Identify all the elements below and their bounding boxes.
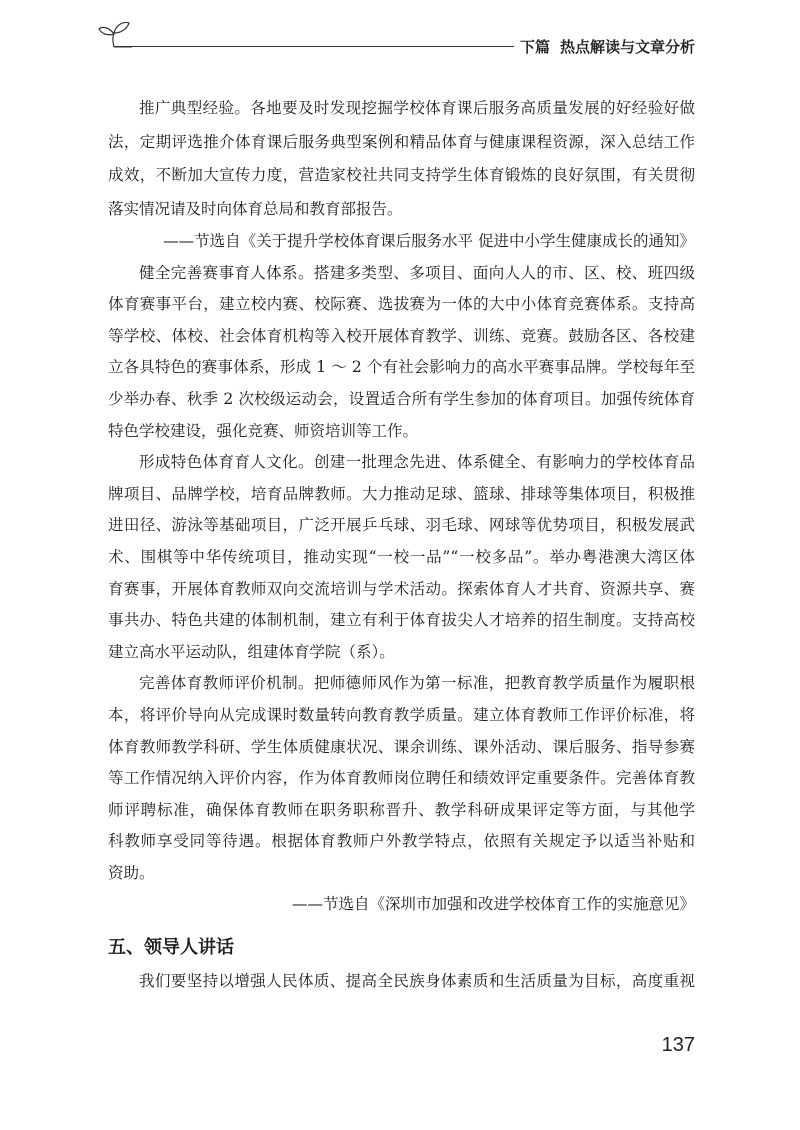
text-line: 资助。	[108, 863, 155, 882]
text-line: 等工作情况纳入评价内容，作为体育教师岗位聘任和绩效评定重要条件。完善体育教	[108, 769, 695, 788]
citation: ——节选自《关于提升学校体育课后服务水平 促进中小学生健康成长的通知》	[163, 232, 695, 250]
running-header	[520, 36, 695, 58]
text-line: 师评聘标准，确保体育教师在职务职称晋升、教学科研成果评定等方面，与其他学	[108, 800, 695, 819]
text-line: 落实情况请及时向体育总局和教育部报告。	[108, 199, 403, 218]
paragraph	[108, 668, 695, 889]
paragraph	[108, 447, 695, 668]
text-line: 育赛事，开展体育教师双向交流培训与学术活动。探索体育人才共育、资源共享、赛	[108, 579, 695, 598]
body-text	[108, 226, 695, 921]
text-line: 科教师享受同等待遇。根据体育教师户外教学特点，依照有关规定予以适当补贴和	[108, 832, 695, 851]
header-part: 下篇	[519, 38, 550, 56]
text-line: 形成特色体育育人文化。创建一批理念先进、体系健全、有影响力的学校体育品	[139, 453, 695, 472]
text-line: 少举办春、秋季 2 次校级运动会，设置适合所有学生参加的体育项目。加强传统体育	[108, 389, 695, 408]
text-line: 牌项目、品牌学校，培育品牌教师。大力推动足球、篮球、排球等集体项目，积极推	[108, 484, 695, 503]
text-line: 特色学校建设，强化竞赛、师资培训等工作。	[108, 421, 419, 440]
text-line: 健全完善赛事育人体系。搭建多类型、多项目、面向人人的市、区、校、班四级	[139, 263, 695, 282]
text-line: 本，将评价导向从完成课时数量转向教育教学质量。建立体育教师工作评价标准，将	[108, 705, 695, 724]
header-rule	[114, 46, 514, 47]
paragraph	[108, 258, 695, 448]
text-line: 术、围棋等中华传统项目，推动实现“一校一品”“一校多品”。举办粤港澳大湾区体	[108, 547, 695, 566]
text-line: 进田径、游泳等基础项目，广泛开展乒乓球、羽毛球、网球等优势项目，积极发展武	[108, 516, 695, 535]
page-number: 137	[661, 1034, 695, 1056]
text-line: 建立高水平运动队，组建体育学院（系）。	[108, 642, 395, 661]
text-line: 成效，不断加大宣传力度，营造家校社共同支持学生体育锻炼的良好氛围，有关贯彻	[108, 166, 695, 184]
text-line: 推广典型经验。各地要及时发现挖掘学校体育课后服务高质量发展的好经验好做	[139, 99, 695, 117]
text-line: 等学校、体校、社会体育机构等入校开展体育教学、训练、竞赛。鼓励各区、各校建	[108, 326, 695, 345]
text-line: 体育教师教学科研、学生体质健康状况、课余训练、课外活动、课后服务、指导参赛	[108, 737, 695, 756]
text-line: 立各具特色的赛事体系，形成 1 ～ 2 个有社会影响力的高水平赛事品牌。学校每年至	[108, 358, 695, 377]
text-line: 事共办、特色共建的体制机制，建立有利于体育拔尖人才培养的招生制度。支持高校	[108, 611, 695, 630]
text-line: 体育赛事平台，建立校内赛、校际赛、选拔赛为一体的大中小体育竞赛体系。支持高	[108, 295, 695, 314]
paragraph	[108, 92, 695, 226]
citation: ——节选自《深圳市加强和改进学校体育工作的实施意见》	[291, 895, 695, 914]
sprout-icon	[96, 14, 132, 50]
section-heading: 五、领导人讲话	[108, 937, 234, 958]
text-line: 完善体育教师评价机制。把师德师风作为第一标准，把教育教学质量作为履职根	[139, 674, 695, 693]
text-line: 法，定期评选推介体育课后服务典型案例和精品体育与健康课程资源，深入总结工作	[108, 132, 695, 151]
paragraph	[108, 965, 695, 997]
text-line: 我们要坚持以增强人民体质、提高全民族身体素质和生活质量为目标，高度重视	[139, 972, 695, 990]
header-title: 热点解读与文章分析	[559, 38, 695, 56]
